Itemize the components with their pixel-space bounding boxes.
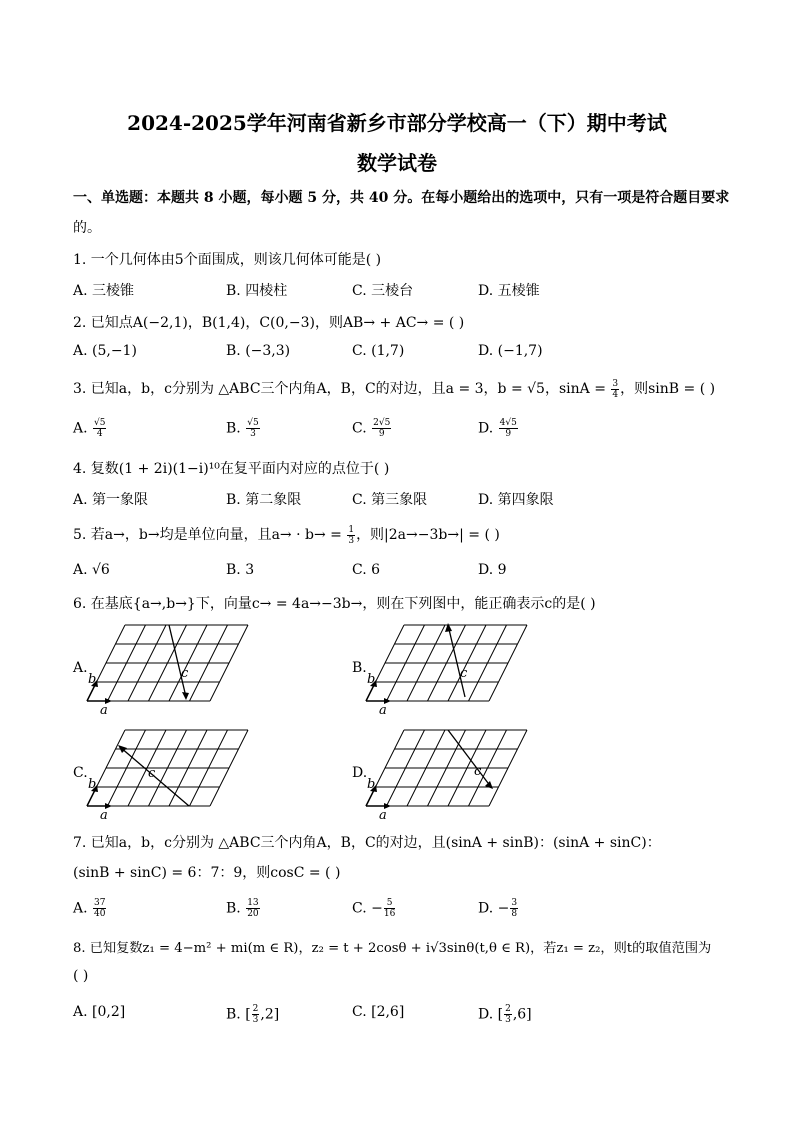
question-1-option-a: A. 三棱锥 <box>73 283 135 299</box>
fraction-denominator: 9 <box>505 429 512 439</box>
question-5-stem-part2: ，则|2a→−3b→| = ( ) <box>356 527 500 543</box>
question-2-option-c: C. (1,7) <box>352 343 405 359</box>
question-8-stem-line2: ( ) <box>73 968 89 984</box>
vector-a-label: a <box>379 808 387 823</box>
figure-a-label: A. <box>73 660 88 676</box>
fraction-denominator: 3 <box>250 429 256 439</box>
fraction-denominator: 8 <box>511 909 518 919</box>
question-7-stem-line1: 7. 已知a，b，c分别为 △ABC三个内角A，B，C的对边，且(sinA + sinB)：(sinA + sinC)： <box>73 835 661 851</box>
section-instructions: 一、单选题：本题共 8 小题，每小题 5 分，共 40 分。在每小题给出的选项中，只有一项是符合题目要求 <box>73 190 730 206</box>
option-label: D. [ <box>478 1006 504 1023</box>
question-4-stem: 4. 复数(1 + 2i)(1−i)¹⁰在复平面内对应的点位于( ) <box>73 461 390 477</box>
fraction-denominator: 9 <box>378 429 385 439</box>
question-4-option-b: B. 第二象限 <box>226 492 302 508</box>
option-label: B. <box>226 900 246 917</box>
fraction-denominator: 20 <box>247 909 259 919</box>
vector-b-label: b <box>88 672 97 687</box>
section-instructions-cont: 的。 <box>73 220 101 236</box>
question-8-option-c: C. [2,6] <box>352 1004 405 1020</box>
fraction-denominator: 3 <box>252 1015 259 1025</box>
vector-c-label: c <box>181 666 189 681</box>
fraction-numerator: 4√5 <box>499 418 517 428</box>
vector-b-label: b <box>367 672 376 687</box>
question-7-option-d <box>478 898 519 919</box>
question-1-stem: 1. 一个几何体由5个面围成，则该几何体可能是( ) <box>73 252 382 268</box>
question-8-option-d <box>478 1004 532 1025</box>
fraction-numerator: 1 <box>348 524 355 535</box>
vector-b-label: b <box>367 777 376 792</box>
fraction-numerator: √5 <box>94 418 106 428</box>
question-3-option-c <box>352 418 392 439</box>
fraction-numerator: 3 <box>612 378 619 389</box>
question-7-option-b <box>226 898 261 919</box>
vector-c-label: c <box>474 764 482 779</box>
question-4-option-d: D. 第四象限 <box>478 492 554 508</box>
question-2-option-d: D. (−1,7) <box>478 343 543 359</box>
question-5-stem <box>73 524 500 546</box>
fraction-numerator: 5 <box>384 898 395 909</box>
option-tail: ,6] <box>512 1006 532 1023</box>
question-1-option-b: B. 四棱柱 <box>226 283 288 299</box>
question-5-option-b: B. 3 <box>226 562 255 578</box>
figure-d-label: D. <box>352 765 368 781</box>
question-5-option-a: A. √6 <box>73 562 110 578</box>
fraction-denominator: 16 <box>383 909 396 919</box>
vector-a-label: a <box>100 808 108 823</box>
figure-c-label: C. <box>73 765 88 781</box>
fraction-denominator: 4 <box>612 389 619 400</box>
option-sign: − <box>371 900 383 917</box>
question-5-option-c: C. 6 <box>352 562 381 578</box>
question-3-stem <box>73 378 715 400</box>
question-1-option-d: D. 五棱锥 <box>478 283 540 299</box>
vector-a-label: a <box>100 703 108 718</box>
option-label: A. <box>73 900 93 917</box>
option-label: A. <box>73 420 93 437</box>
fraction-denominator: 3 <box>348 535 355 546</box>
vector-a-label: a <box>379 703 387 718</box>
exam-title: 2024-2025学年河南省新乡市部分学校高一（下）期中考试 <box>127 111 667 135</box>
question-4-option-c: C. 第三象限 <box>352 492 428 508</box>
question-5-option-d: D. 9 <box>478 562 507 578</box>
vector-c-label: c <box>460 666 468 681</box>
fraction-numerator: √5 <box>247 418 259 428</box>
vector-c-label: c <box>148 766 156 781</box>
question-3-option-a <box>73 418 107 439</box>
option-label: B. <box>226 420 246 437</box>
exam-subtitle: 数学试卷 <box>357 151 437 175</box>
figure-b-grid <box>364 620 534 716</box>
option-label: D. <box>478 900 498 917</box>
question-3-option-d <box>478 418 519 439</box>
question-7-option-c <box>352 898 396 919</box>
question-7-stem-line2: (sinB + sinC) = 6：7：9，则cosC = ( ) <box>73 865 341 881</box>
fraction-numerator: 37 <box>94 898 106 908</box>
question-3-stem-part1: 3. 已知a，b，c分别为 △ABC三个内角A，B，C的对边，且a = 3，b = √5，sinA = <box>73 381 611 397</box>
question-8-option-a: A. [0,2] <box>73 1004 126 1020</box>
question-3-fraction <box>611 379 619 400</box>
figure-c-grid <box>85 725 255 821</box>
fraction-denominator: 40 <box>94 909 106 919</box>
fraction-numerator: 2√5 <box>373 418 391 428</box>
figure-d-grid <box>364 725 534 821</box>
question-3-stem-part2: ，则sinB = ( ) <box>620 381 716 397</box>
question-7-option-a <box>73 898 107 919</box>
option-label: B. [ <box>226 1006 251 1023</box>
fraction-denominator: 4 <box>96 429 103 439</box>
fraction-numerator: 2 <box>252 1004 259 1014</box>
fraction-denominator: 3 <box>505 1015 511 1025</box>
fraction-numerator: 2 <box>505 1004 511 1014</box>
option-sign: − <box>497 900 510 917</box>
figure-a-grid <box>85 620 255 716</box>
question-4-option-a: A. 第一象限 <box>73 492 149 508</box>
question-3-option-b <box>226 418 261 439</box>
question-2-option-a: A. (5,−1) <box>73 343 137 359</box>
option-label: C. <box>352 420 372 437</box>
question-5-stem-part1: 5. 若a→，b→均是单位向量，且a→ · b→ = <box>73 527 347 543</box>
question-8-stem-line1: 8. 已知复数z₁ = 4−m² + mi(m ∈ R)，z₂ = t + 2cosθ + i√3sinθ(t,θ ∈ R)，若z₁ = z₂，则t的取值范围为 <box>73 941 712 956</box>
question-5-fraction <box>347 525 355 546</box>
question-6-stem: 6. 在基底{a→,b→}下，向量c→ = 4a→−3b→，则在下列图中，能正确表示c的是( ) <box>73 596 596 612</box>
option-tail: ,2] <box>260 1006 280 1023</box>
question-1-option-c: C. 三棱台 <box>352 283 414 299</box>
question-8-option-b <box>226 1004 279 1025</box>
figure-b-label: B. <box>352 660 367 676</box>
question-2-option-b: B. (−3,3) <box>226 343 291 359</box>
fraction-numerator: 13 <box>247 898 259 908</box>
vector-b-label: b <box>88 777 97 792</box>
option-label: D. <box>478 420 498 437</box>
fraction-numerator: 3 <box>511 898 518 908</box>
option-label: C. <box>352 900 372 917</box>
question-2-stem: 2. 已知点A(−2,1)，B(1,4)，C(0,−3)，则AB→ + AC→ = ( ) <box>73 315 465 331</box>
